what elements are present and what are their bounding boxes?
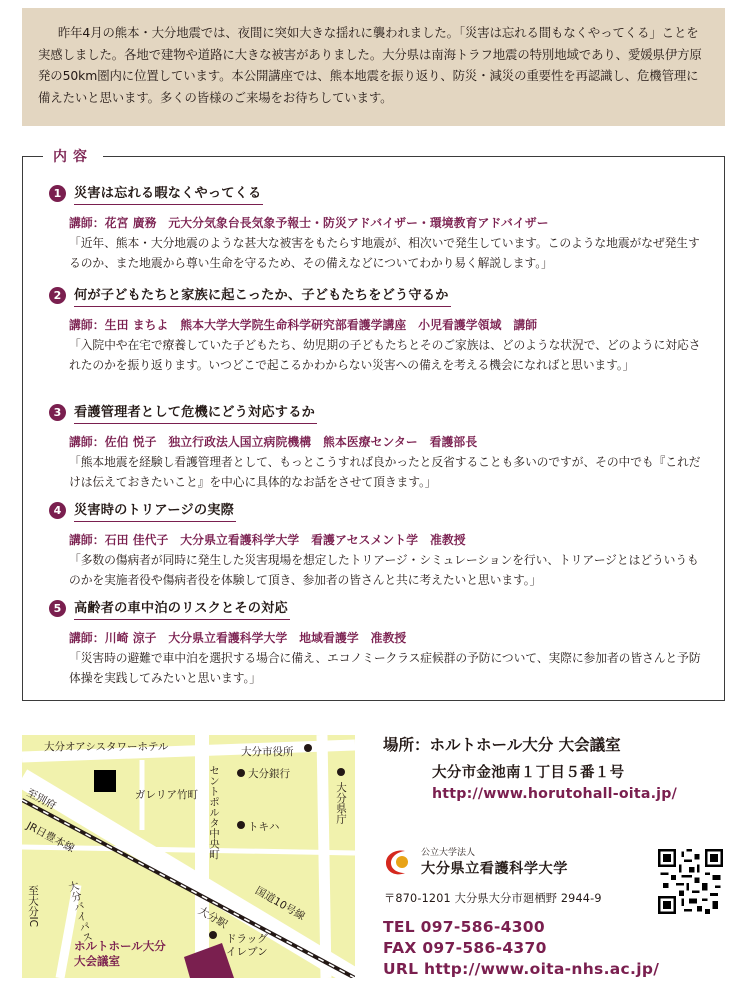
number-badge: 5 [49, 600, 66, 617]
lecture-title: 災害時のトリアージの実際 [74, 499, 236, 522]
lecture-item-5 [49, 597, 708, 688]
lecturer: 講師：生田 まちよ 熊本大学大学院生命科学研究部看護学講座 小児看護学領域 講師 [69, 318, 538, 332]
university-name: 大分県立看護科学大学 [421, 861, 568, 877]
tel: TEL 097-586-4300 [383, 918, 545, 936]
lecture-title: 看護管理者として危機にどう対応するか [74, 401, 317, 424]
tokiha-label: トキハ [248, 821, 280, 833]
university-sub: 公立大学法人 [421, 848, 476, 858]
lecture-title: 高齢者の車中泊のリスクとその対応 [74, 597, 290, 620]
intro-text: 昨年4月の熊本・大分地震では、夜間に突如大きな揺れに襲われました。「災害は忘れる間もなくやってくる」ことを実感しました。各地で建物や道路に大きな被害がありました。大分県は南海トラフ地震の特別地域であり、愛媛県伊方原発の50km圏内に位置しています。本公開講座では、熊本地震を振り返り、防災・減災の重要性を再認識し、危機管理に備えたいと思います。多くの皆様のご来場をお待ちしています。 [38, 25, 702, 105]
content-heading: 内容 [43, 146, 103, 166]
lecturer: 講師：佐伯 悦子 独立行政法人国立病院機構 熊本医療センター 看護部長 [69, 435, 478, 449]
number-badge: 1 [49, 185, 66, 202]
venue-url-link[interactable]: http://www.horutohall-oita.jp/ [432, 786, 677, 802]
lecture-description: 「熊本地震を経験し看護管理者として、もっとこうすれば良かったと反省することも多いのですが、その中でも『これだけは伝えておきたいこと』を中心に具体的なお話をさせて頂きます。」 [69, 455, 701, 489]
hotel-marker [94, 770, 116, 792]
to-ic-label: 至大分IC [27, 885, 39, 927]
lecture-description: 「入院中や在宅で療養していた子どもたち、幼児期の子どもたちとそのご家族は、どのような状況で、どのように対応されたのかを振り返ります。いつどこで起こるかわからない災害への備えを考える機会になればと思います。」 [69, 338, 701, 372]
galleria-label: ガレリア竹町 [135, 789, 198, 801]
place-name: ホルトホール大分 大会議室 [429, 736, 621, 754]
tokiha-marker [237, 821, 245, 829]
lecture-item-3 [49, 401, 708, 492]
drugstore-label: ドラッグイレブン [226, 933, 268, 958]
place-label: 場所： [383, 736, 430, 754]
contact-block [383, 917, 659, 980]
fax: FAX 097-586-4370 [383, 939, 547, 957]
lecture-item-4 [49, 499, 708, 590]
lecturer: 講師：花宮 廣務 元大分気象台長気象予報士・防災アドバイザー・環境教育アドバイザー [69, 216, 549, 230]
number-badge: 2 [49, 287, 66, 304]
venue-address: 大分市金池南１丁目５番１号 [432, 765, 625, 781]
hotel-label: 大分オアシスタワーホテル [44, 741, 169, 753]
venue-info [383, 733, 728, 802]
lecture-description: 「災害時の避難で車中泊を選択する場合に備え、エコノミークラス症候群の予防について、実際に参加者の皆さんと予防体操を実践してみたいと思います。」 [69, 651, 701, 685]
bank-label: 大分銀行 [248, 768, 290, 780]
number-badge: 3 [49, 404, 66, 421]
university-logo-icon [383, 848, 415, 876]
bank-marker [237, 769, 245, 777]
to-beppu-label: 至別府 [24, 786, 58, 813]
access-map [22, 735, 355, 978]
lecture-title: 災害は忘れる暇なくやってくる [74, 182, 263, 205]
city-office-label: 大分市役所 [241, 746, 294, 758]
pref-office-label: 大分県庁 [335, 782, 347, 824]
route10-label: 国道10号線 [253, 884, 307, 923]
jr-line-label: JR日豊本線 [24, 819, 77, 855]
venue-label-line2: 大会議室 [74, 954, 120, 968]
map-graphic [22, 735, 355, 978]
lecture-title: 何が子どもたちと家族に起こったか、子どもたちをどう守るか [74, 284, 451, 307]
lecture-item-1 [49, 182, 708, 273]
central-street-label: セントポルタ中央町 [208, 765, 220, 860]
lecturer: 講師：石田 佳代子 大分県立看護科学大学 看護アセスメント学 准教授 [69, 533, 466, 547]
qr-code-icon[interactable] [658, 849, 723, 914]
number-badge: 4 [49, 502, 66, 519]
university-url-link[interactable]: URL http://www.oita-nhs.ac.jp/ [383, 960, 660, 978]
city-office-marker [304, 744, 312, 752]
lecture-description: 「多数の傷病者が同時に発生した災害現場を想定したトリアージ・シミュレーションを行い、トリアージとはどういうものかを実施者役や傷病者役を体験して頂き、参加者の皆さんと共に考えたいと思います。」 [69, 553, 699, 587]
bypass-label: 大分バイパス [66, 879, 94, 944]
lecturer: 講師：川崎 涼子 大分県立看護科学大学 地域看護学 准教授 [69, 631, 407, 645]
lecture-item-2 [49, 284, 708, 375]
station-label: 大分駅 [196, 904, 230, 931]
lecture-description: 「近年、熊本・大分地震のような甚大な被害をもたらす地震が、相次いで発生しています。このような地震がなぜ発生するのか、また地震から尊い生命を守るため、その備えなどについてわかり易く解説します。」 [69, 236, 700, 270]
university-block [383, 845, 568, 878]
drugstore-marker [209, 931, 217, 939]
university-address: 〒870-1201 大分県大分市廻栖野 2944-9 [384, 892, 602, 905]
intro-box [22, 8, 725, 126]
content-box [22, 149, 725, 701]
venue-label-line1: ホルトホール大分 [74, 939, 166, 953]
pref-office-marker [337, 768, 345, 776]
